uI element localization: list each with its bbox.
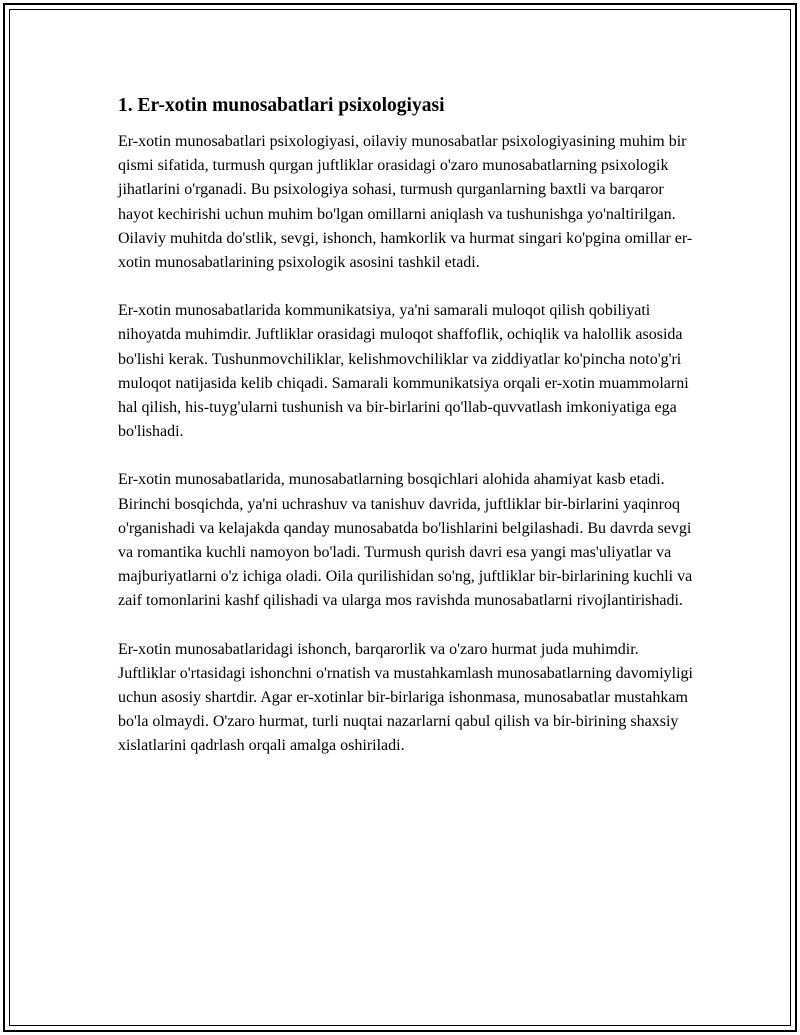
paragraph-2: Er-xotin munosabatlarida kommunikatsiya, ya'ni samarali muloqot qilish qobiliyati nihoyatda muhimdir. Juftliklar orasidagi muloqot shaffoflik, ochiqlik va halollik asosida bo'lishi kerak. Tushunmovchiliklar, kelishmovchiliklar va ziddiyatlar ko'pincha noto'g'ri muloqot natijasida kelib chiqadi. Samarali kommunikatsiya orqali er-xotin muammolarni hal qilish, his-tuyg'ularni tushunish va bir-birlarini qo'llab-quvvatlash imkoniyatiga ega bo'lishadi. [118, 302, 689, 441]
paragraph-1: Er-xotin munosabatlari psixologiyasi, oilaviy munosabatlar psixologiyasining muhim bir qismi sifatida, turmush qurgan juftliklar orasidagi o'zaro munosabatlarning psixologik jihatlarini o'rganadi. Bu psixologiya sohasi, turmush qurganlarning baxtli va barqaror hayot kechirishi uchun muhim bo'lgan omillarni aniqlash va tushunishga yo'naltirilgan. Oilaviy muhitda do'stlik, sevgi, ishonch, hamkorlik va hurmat singari ko'pgina omillar er-xotin munosabatlarining psixologik asosini tashkil etadi. [118, 133, 693, 272]
document-title: 1. Er-xotin munosabatlari psixologiyasi [118, 95, 445, 116]
paragraph-3: Er-xotin munosabatlarida, munosabatlarning bosqichlari alohida ahamiyat kasb etadi. Birinchi bosqichda, ya'ni uchrashuv va tanishuv davrida, juftliklar bir-birlarini yaqinroq o'rganishadi va kelajakda qanday munosabatda bo'lishlarini belgilashadi. Bu davrda sevgi va romantika kuchli namoyon bo'ladi. Turmush qurish davri esa yangi mas'uliyatlar va majburiyatlarni o'z ichiga oladi. Oila qurilishidan so'ng, juftliklar bir-birlarining kuchli va zaif tomonlarini kashf qilishadi va ularga mos ravishda munosabatlarni rivojlantirishadi. [118, 471, 693, 610]
document-content [118, 94, 698, 783]
paragraph-4: Er-xotin munosabatlaridagi ishonch, barqarorlik va o'zaro hurmat juda muhimdir. Juftliklar o'rtasidagi ishonchni o'rnatish va mustahkamlash munosabatlarning davomiyligi uchun asosiy shartdir. Agar er-xotinlar bir-birlariga ishonmasa, munosabatlar mustahkam bo'la olmaydi. O'zaro hurmat, turli nuqtai nazarlarni qabul qilish va bir-birining shaxsiy xislatlarini qadrlash orqali amalga oshiriladi. [118, 640, 693, 755]
